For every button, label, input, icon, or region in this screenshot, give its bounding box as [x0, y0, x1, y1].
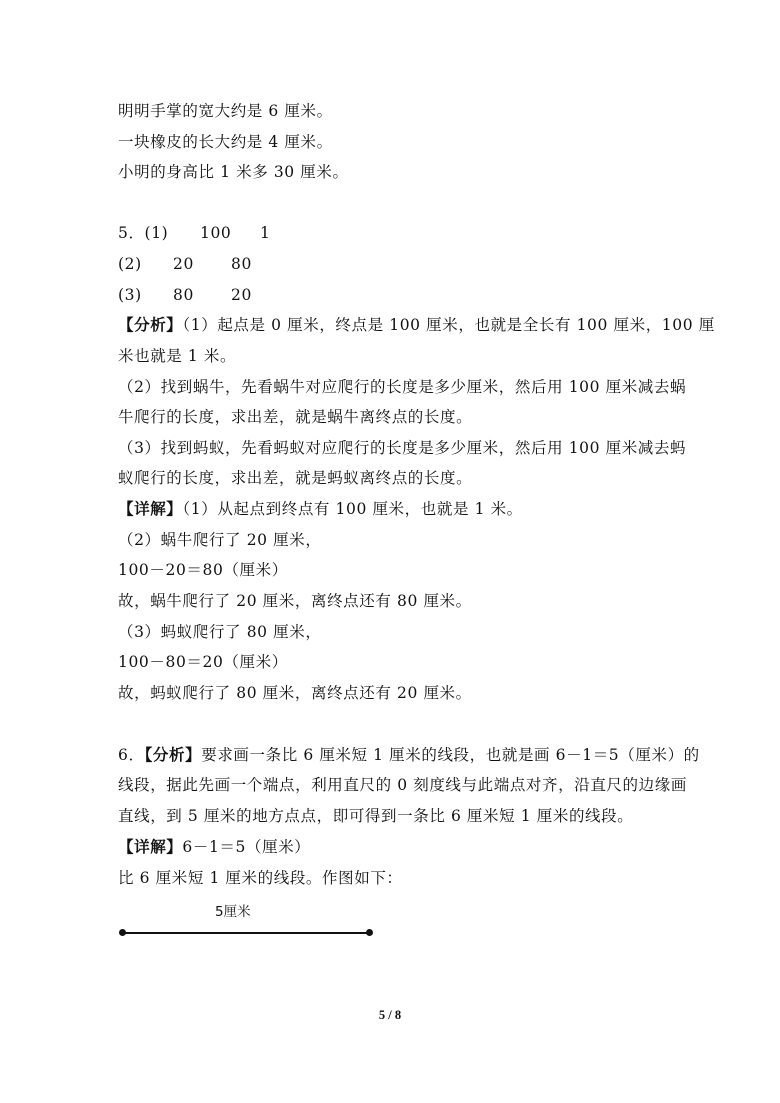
q6-analysis-line-1 — [118, 745, 700, 765]
segment-start-point — [119, 929, 126, 936]
segment-end-point — [366, 929, 373, 936]
q5-row-2-label: (2) — [118, 255, 142, 273]
intro-line-2: 一块橡皮的长大约是 4 厘米。 — [118, 133, 333, 151]
q5-row-1-label: 5．(1) — [118, 224, 169, 242]
q6-analysis-line-2: 线段，据此先画一个端点，利用直尺的 0 刻度线与此端点对齐，沿直尺的边缘画 — [118, 776, 687, 794]
analysis-tag: 【分析】 — [118, 315, 183, 334]
q6-analysis-line-3: 直线，到 5 厘米的地方点点，即可得到一条比 6 厘米短 1 厘米的线段。 — [118, 807, 634, 825]
q5-analysis-line-4: 牛爬行的长度，求出差，就是蜗牛离终点的长度。 — [118, 408, 473, 426]
line-segment — [122, 932, 370, 934]
q5-analysis-line-6: 蚁爬行的长度，求出差，就是蚂蚁离终点的长度。 — [118, 469, 473, 487]
q5-analysis-text-1: （1）起点是 0 厘米，终点是 100 厘米，也就是全长有 100 厘米，100 厘 — [182, 316, 715, 334]
q5-row-3-value-a: 80 — [173, 286, 194, 304]
q6-detail-tag: 【详解】 — [118, 837, 183, 856]
q5-detail-answer-1: 故，蜗牛爬行了 20 厘米，离终点还有 80 厘米。 — [118, 592, 472, 610]
detail-tag: 【详解】 — [118, 499, 183, 518]
q5-analysis-line-5: （3）找到蚂蚁，先看蚂蚁对应爬行的长度是多少厘米，然后用 100 厘米减去蚂 — [118, 439, 687, 457]
q6-detail-line-1 — [118, 837, 310, 857]
q6-detail-line-2: 比 6 厘米短 1 厘米的线段。作图如下： — [118, 869, 403, 887]
q5-row-3-value-b: 20 — [231, 286, 252, 304]
q6-analysis-text-1: 要求画一条比 6 厘米短 1 厘米的线段，也就是画 6－1＝5（厘米）的 — [201, 746, 700, 764]
line-segment-figure — [118, 900, 378, 950]
q5-answer-row-1 — [118, 223, 318, 243]
q5-answer-row-3 — [118, 285, 318, 305]
q6-number: 6． — [118, 746, 145, 764]
q5-analysis-line-1 — [118, 315, 715, 335]
page-number: 5 / 8 — [378, 1008, 402, 1022]
q5-detail-line-2: （2）蜗牛爬行了 20 厘米， — [118, 531, 322, 549]
q5-detail-line-3: （3）蚂蚁爬行了 80 厘米， — [118, 623, 322, 641]
intro-line-1: 明明手掌的宽大约是 6 厘米。 — [118, 102, 333, 120]
q5-detail-answer-2: 故，蚂蚁爬行了 80 厘米，离终点还有 20 厘米。 — [118, 684, 472, 702]
q5-row-2-value-b: 80 — [231, 255, 252, 273]
q5-analysis-line-3: （2）找到蜗牛，先看蜗牛对应爬行的长度是多少厘米，然后用 100 厘米减去蜗 — [118, 378, 687, 396]
q5-row-2-value-a: 20 — [173, 255, 194, 273]
segment-length-label: 5厘米 — [215, 904, 251, 920]
q5-row-1-value-b: 1 — [260, 224, 271, 242]
q5-row-3-label: (3) — [118, 286, 142, 304]
q5-detail-calc-2: 100－80＝20（厘米） — [118, 653, 288, 671]
q5-detail-text-1: （1）从起点到终点有 100 厘米，也就是 1 米。 — [182, 500, 523, 518]
q5-answer-row-2 — [118, 254, 318, 274]
q5-detail-line-1 — [118, 499, 523, 519]
q5-analysis-line-2: 米也就是 1 米。 — [118, 347, 237, 365]
q5-row-1-value-a: 100 — [200, 224, 232, 242]
q6-analysis-tag: 【分析】 — [144, 745, 202, 764]
intro-line-3: 小明的身高比 1 米多 30 厘米。 — [118, 163, 349, 181]
q5-detail-calc-1: 100－20＝80（厘米） — [118, 561, 288, 579]
q6-detail-calc: 6－1＝5（厘米） — [182, 838, 311, 856]
